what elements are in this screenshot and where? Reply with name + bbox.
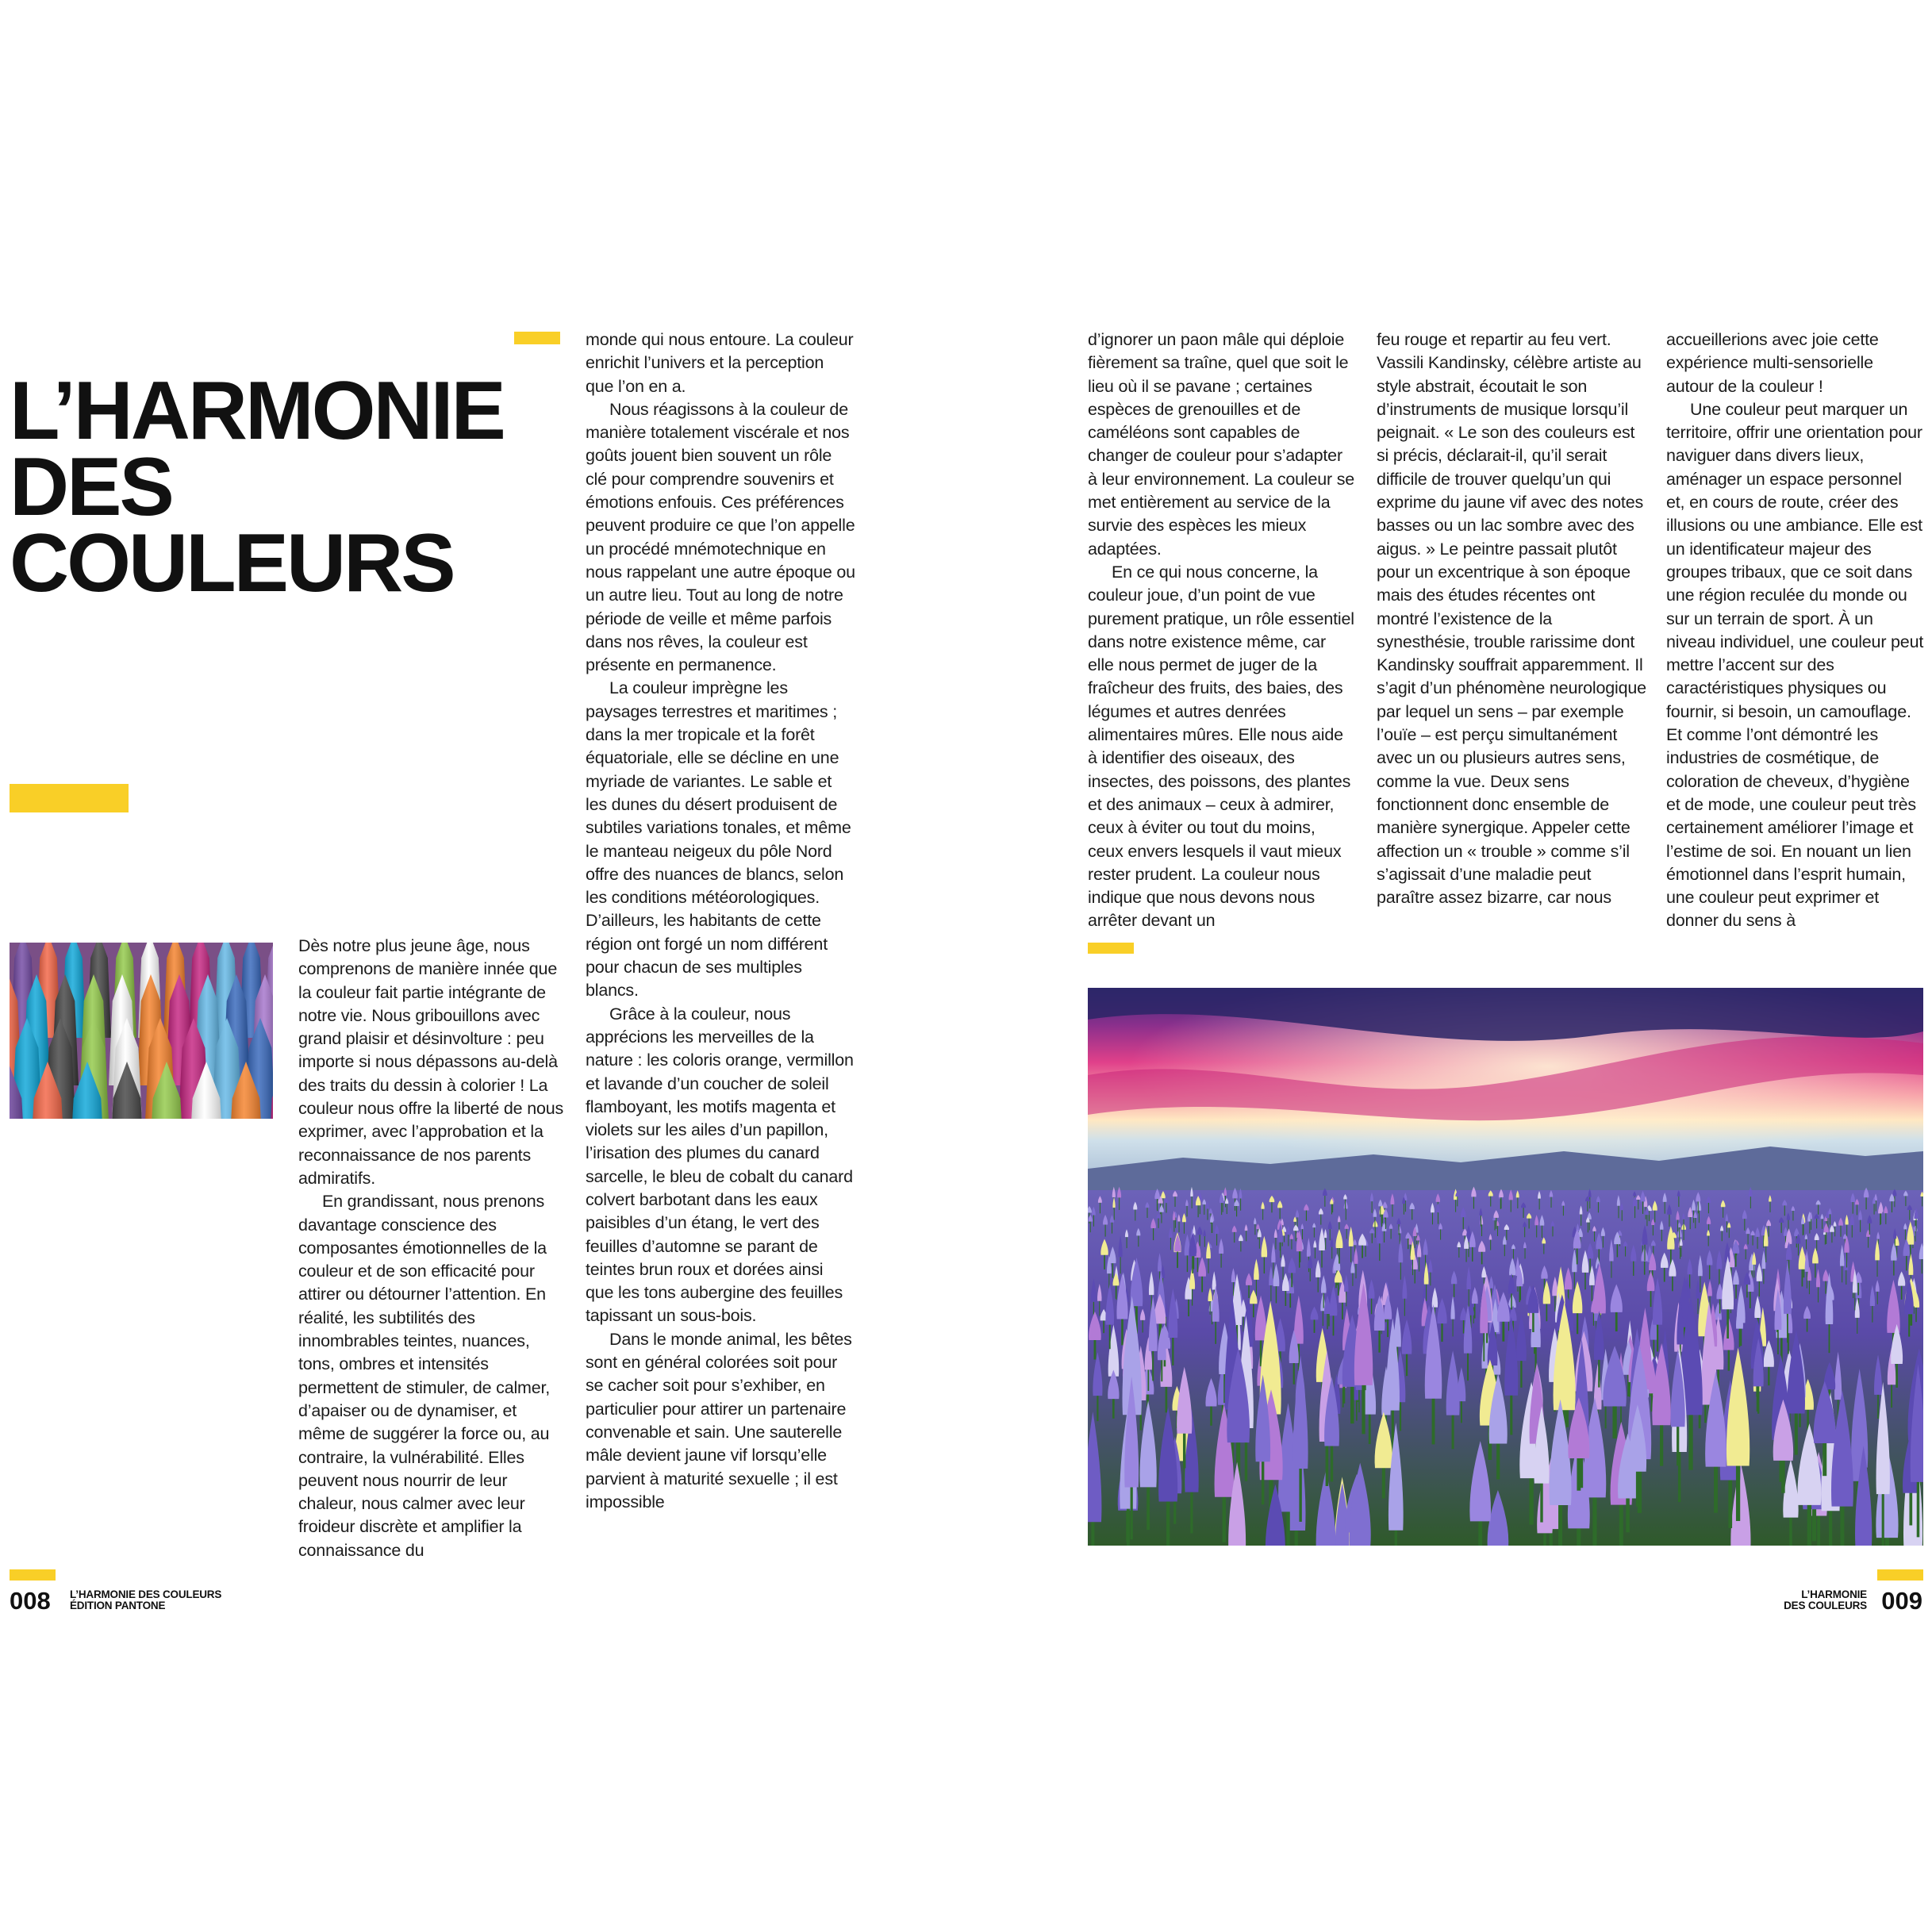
flower-stem xyxy=(1708,1235,1709,1246)
flower-stem xyxy=(1846,1223,1847,1237)
paragraph: En grandissant, nous prenons davantage conscience des composantes émotionnelles de la couleur et de son efficacité pour attirer ou détourner l’attention. En réalité, les subtilités des innombrables teintes, nuances, tons, ombres et intensités permettent de stimuler, de calmer, d’apaiser ou de dynamiser, et même de suggérer la force ou, au contraire, la vulnérabilité. Elles peuvent nous nourrir de leur chaleur, nous calmer avec leur froideur discrète et amplifier la connaissance du xyxy=(298,1192,551,1560)
text-column-2 xyxy=(586,328,855,1514)
flower-stem xyxy=(1497,1225,1498,1236)
flower-stem xyxy=(1173,1218,1174,1231)
flower-stem xyxy=(1463,1216,1464,1230)
paragraph: Dès notre plus jeune âge, nous comprenons de manière innée que la couleur fait partie intégrante de notre vie. Nous gribouillons avec grand plaisir et désinvolture : peu importe si nous dépassons au-delà des traits du dessin à colorier ! La couleur nous offre la liberté de nous exprimer, avec l’approbation et la reconnaissance de nos parents admiratifs. xyxy=(298,936,564,1188)
flower-stem xyxy=(1495,1220,1496,1231)
flower-stem xyxy=(1481,1223,1482,1236)
page-number-right: 009 xyxy=(1881,1587,1922,1615)
flower-stem xyxy=(1916,1216,1917,1231)
flower-stem xyxy=(1695,1216,1696,1228)
flower-stem xyxy=(1869,1222,1870,1235)
flower-stem xyxy=(1677,1218,1678,1231)
flower-stem xyxy=(1184,1220,1185,1234)
crayons-photo xyxy=(10,943,273,1119)
flower-stem xyxy=(1473,1195,1474,1209)
flower-stem xyxy=(1524,1226,1525,1237)
flower-stem xyxy=(1840,1224,1841,1237)
running-head-line: L’HARMONIE DES COULEURS xyxy=(70,1588,222,1600)
flower-stem xyxy=(1380,1205,1381,1217)
text-column-4 xyxy=(1377,328,1646,909)
flower-stem xyxy=(1314,1227,1315,1238)
running-head-right xyxy=(1784,1589,1867,1611)
flower-stem xyxy=(1834,1225,1835,1236)
accent-bar-mid xyxy=(1088,943,1134,954)
flower-stem xyxy=(1646,1213,1647,1226)
text-column-1 xyxy=(298,935,567,1562)
flower-stem xyxy=(1816,1239,1817,1250)
title-line-1: L’HARMONIE xyxy=(10,365,504,457)
flower-stem xyxy=(1874,1203,1875,1215)
paragraph: Grâce à la couleur, nous apprécions les merveilles de la nature : les coloris orange, vermillon et lavande d’un coucher de soleil flamboyant, les motifs magenta et violets sur les ailes d’un papillon, l’irisation des plumes du canard sarcelle, le bleu de cobalt du canard colvert barbotant dans les eaux paisibles d’un étang, le vert des feuilles d’automne se parant de teintes brun roux et dorées ainsi que les tons aubergine des feuilles tapissant un sous-bois. xyxy=(586,1004,854,1326)
flower-stem xyxy=(1909,1209,1910,1220)
flower-stem xyxy=(1553,1225,1554,1236)
flower-stem xyxy=(1240,1239,1241,1251)
flower-stem xyxy=(1690,1215,1691,1229)
flower-stem xyxy=(1432,1211,1433,1225)
paragraph: feu rouge et repartir au feu vert. Vassili Kandinsky, célèbre artiste au style abstrait, écoutait le son d’instruments de musique lorsqu’il peignait. « Le son des couleurs est si précis, déclarait-il, qu’il serait difficile de trouver quelqu’un qui exprime du jaune vif avec des notes basses ou un lac sombre avec des aigus. » Le peintre passait plutôt pour un excentrique à son époque mais des études récentes ont montré l’existence de la synesthésie, trouble rarissime dont Kandinsky souffrait apparemment. Il s’agit d’un phénomène neurologique par lequel un sens – par exemple l’ouïe – est perçu simultanément avec un ou plusieurs autres sens, comme la vue. Deux sens fonctionnent donc ensemble de manière synergique. Appeler cette affection un « trouble » comme s’il s’agissait d’une maladie peut paraître assez bizarre, car nous xyxy=(1377,330,1646,908)
running-head-line: L’HARMONIE xyxy=(1801,1588,1867,1600)
flower-stem xyxy=(1158,1217,1159,1228)
flower-stem xyxy=(1798,1242,1799,1255)
running-head-line: DES COULEURS xyxy=(1784,1600,1867,1611)
flower-stem xyxy=(1399,1223,1400,1235)
flower-stem xyxy=(1157,1196,1158,1211)
flower-stem xyxy=(1365,1244,1366,1256)
flower-stem xyxy=(1757,1235,1758,1248)
flower-stem xyxy=(1770,1200,1771,1212)
flower-stem xyxy=(1860,1218,1861,1232)
flower-stem xyxy=(1291,1238,1292,1249)
flower-stem xyxy=(1822,1218,1823,1229)
flower-stem xyxy=(1331,1245,1332,1258)
flower-stem xyxy=(1748,1232,1749,1244)
flower-stem xyxy=(1653,1223,1654,1235)
flower-stem xyxy=(1161,1211,1162,1223)
text-column-5 xyxy=(1666,328,1924,933)
flower-stem xyxy=(1330,1227,1331,1240)
flower-stem xyxy=(1784,1204,1785,1216)
flower-stem xyxy=(1324,1194,1325,1207)
paragraph: accueillerions avec joie cette expérience multi-sensorielle autour de la couleur ! xyxy=(1666,330,1879,396)
flower-stem xyxy=(1699,1208,1700,1223)
flower-stem xyxy=(1198,1204,1199,1217)
flower-stem xyxy=(1500,1196,1501,1208)
flower-stem xyxy=(1384,1230,1385,1243)
flower-stem xyxy=(1598,1200,1599,1212)
flower-stem xyxy=(1536,1223,1537,1238)
flower-stem xyxy=(1093,1213,1094,1226)
flower-stem xyxy=(1138,1234,1139,1246)
flower-stem xyxy=(1831,1231,1832,1243)
text-column-3 xyxy=(1088,328,1354,933)
flower-stem xyxy=(1315,1246,1316,1258)
flower-stem xyxy=(1187,1204,1188,1216)
flower-stem xyxy=(1216,1232,1217,1246)
flower-stem xyxy=(1221,1201,1222,1216)
flower-stem xyxy=(1543,1243,1544,1254)
flower-stem xyxy=(1280,1206,1281,1219)
flower-stem xyxy=(1506,1229,1507,1240)
flower-stem xyxy=(1105,1223,1106,1237)
flower-stem xyxy=(1868,1235,1869,1248)
flower-stem xyxy=(1678,1195,1679,1207)
flower-stem xyxy=(1440,1228,1441,1240)
accent-bar-footer-right xyxy=(1877,1569,1923,1581)
flower-stem xyxy=(1661,1227,1662,1241)
flower-stem xyxy=(1275,1236,1276,1250)
flower-stem xyxy=(1114,1206,1115,1220)
flower-stem xyxy=(1204,1235,1205,1246)
flower-stem xyxy=(1622,1208,1623,1220)
flower-stem xyxy=(1170,1235,1171,1250)
paragraph: d’ignorer un paon mâle qui déploie fièrement sa traîne, quel que soit le lieu où il se pavane ; certaines espèces de grenouilles et de caméléons sont capables de changer de couleur pour s’adapter à leur environnement. La couleur se met entièrement au service de la survie des espèces les mieux adaptées. xyxy=(1088,330,1355,559)
flower-stem xyxy=(1331,1203,1332,1214)
flower-stem xyxy=(1679,1227,1680,1238)
flower-stem xyxy=(1885,1212,1886,1224)
flower-stem xyxy=(1603,1235,1604,1248)
paragraph: Nous réagissons à la couleur de manière totalement viscérale et nos goûts jouent bien souvent un rôle clé pour comprendre souvenirs et émotions enfouis. Ces préférences peuvent produire ce que l’on appelle un procédé mnémotechnique en nous rappelant une autre époque ou un autre lieu. Tout au long de notre période de veille et même parfois dans nos rêves, la couleur est présente en permanence. xyxy=(586,399,855,675)
flower-stem xyxy=(1722,1230,1723,1241)
accent-bar-top xyxy=(514,332,560,344)
flower-stem xyxy=(1708,1201,1709,1213)
flower-stem xyxy=(1391,1227,1392,1239)
flower-stem xyxy=(1865,1196,1866,1210)
flower-stem xyxy=(1539,1197,1540,1210)
flower-stem xyxy=(1346,1228,1347,1239)
title-line-2: DES xyxy=(10,441,172,533)
flower-stem xyxy=(1654,1208,1655,1222)
flower-stem xyxy=(1625,1246,1626,1257)
flower-stem xyxy=(1090,1220,1091,1232)
flower-stem xyxy=(1551,1196,1552,1208)
flower-stem xyxy=(1525,1246,1526,1258)
running-head-left xyxy=(70,1589,221,1611)
paragraph: Une couleur peut marquer un territoire, offrir une orientation pour naviguer dans divers lieux, aménager un espace personnel et, en cours de route, créer des illusions ou une ambiance. Elle est un identificateur majeur des groupes tribaux, que ce soit dans une région reculée du monde ou sur un terrain de sport. À un niveau individuel, une couleur peut mettre l’accent sur des caractéristiques physiques ou fournir, si besoin, un camouflage. Et comme l’ont démontré les industries de cosmétique, de coloration de cheveux, d’hygiène et de mode, une couleur peut très certainement améliorer l’image et l’estime de soi. En nouant un lien émotionnel dans l’esprit humain, une couleur peut exprimer et donner du sens à xyxy=(1666,399,1924,931)
flower-stem xyxy=(1816,1218,1817,1229)
flower-stem xyxy=(1240,1196,1241,1211)
accent-bar-footer-left xyxy=(10,1569,56,1581)
flower-stem xyxy=(1271,1200,1272,1212)
flower-stem xyxy=(1457,1196,1458,1207)
flower-stem xyxy=(1781,1222,1782,1233)
flower-stem xyxy=(1513,1248,1514,1259)
flower-stem xyxy=(1698,1200,1699,1213)
flower-stem xyxy=(1744,1217,1745,1231)
flower-stem xyxy=(1750,1195,1751,1208)
flower-stem xyxy=(1504,1243,1505,1256)
page-title xyxy=(10,365,504,609)
flower-stem xyxy=(1174,1196,1175,1207)
paragraph: En ce qui nous concerne, la couleur joue, d’un point de vue purement pratique, un rôle essentiel dans notre existence même, car elle nous permet de juger de la fraîcheur des fruits, des baies, des légumes et autres denrées alimentaires mûres. Elle nous aide à identifier des oiseaux, des insectes, des poissons, des plantes et des animaux – ceux à admirer, ceux à éviter ou tout du moins, ceux envers lesquels il vaut mieux rester prudent. La couleur nous indique que nous devons nous arrêter devant un xyxy=(1088,562,1354,931)
paragraph: monde qui nous entoure. La couleur enrichit l’univers et la perception que l’on en a. xyxy=(586,330,854,396)
flower-stem xyxy=(1385,1216,1386,1229)
flower-stem xyxy=(1905,1195,1906,1206)
flower-stem xyxy=(1517,1196,1518,1208)
accent-bar-left xyxy=(10,784,129,812)
flower-stem xyxy=(1302,1228,1303,1239)
flower-stem xyxy=(1523,1207,1524,1218)
flower-stem xyxy=(1634,1204,1635,1218)
flower-stem xyxy=(1587,1200,1588,1212)
flower-stem xyxy=(1818,1204,1819,1215)
flower-stem xyxy=(1306,1209,1307,1221)
flower-stem xyxy=(1905,1228,1906,1240)
flower-stem xyxy=(1490,1195,1491,1206)
title-line-3: COULEURS xyxy=(10,517,454,609)
flower-stem xyxy=(1288,1233,1289,1246)
flower-stem xyxy=(1729,1227,1730,1238)
flower-stem xyxy=(1806,1239,1807,1250)
flower-stem xyxy=(1179,1220,1180,1233)
flower-stem xyxy=(1254,1223,1255,1235)
flower-stem xyxy=(1320,1213,1321,1225)
lupin-field-photo xyxy=(1088,988,1923,1546)
flower-stem xyxy=(1345,1198,1346,1209)
flower-stem xyxy=(1192,1195,1193,1208)
flower-stem xyxy=(1594,1231,1595,1242)
flower-stem xyxy=(1234,1231,1235,1243)
flower-stem xyxy=(1825,1234,1826,1245)
flower-stem xyxy=(1680,1244,1681,1257)
flower-stem xyxy=(1236,1204,1237,1216)
flower-stem xyxy=(1589,1196,1590,1209)
flower-stem xyxy=(1372,1232,1373,1243)
flower-stem xyxy=(1490,1239,1491,1250)
paragraph: Dans le monde animal, les bêtes sont en général colorées soit pour se cacher soit pour s’exhiber, en particulier pour attirer un partenaire convenable et sain. Une sauterelle mâle devient jaune vif lorsqu’elle parvient à maturité sexuelle ; il est impossible xyxy=(586,1329,852,1511)
running-head-line: ÉDITION PANTONE xyxy=(70,1600,166,1611)
flower-stem xyxy=(1458,1246,1459,1258)
flower-stem xyxy=(1153,1226,1154,1240)
page-number-left: 008 xyxy=(10,1587,51,1615)
flower-stem xyxy=(1529,1217,1530,1228)
flower-stem xyxy=(1372,1200,1373,1213)
flower-stem xyxy=(1259,1235,1260,1249)
paragraph: La couleur imprègne les paysages terrestres et maritimes ; dans la mer tropicale et la forêt équatoriale, elle se décline en une myriade de variantes. Le sable et les dunes du désert produisent de subtiles variations tonales, et même le manteau neigeux du pôle Nord offre des nuances de blancs, selon les conditions météorologiques. D’ailleurs, les habitants de cette région ont forgé un nom différent pour chacun de ses multiples blancs. xyxy=(586,678,851,1001)
flower-stem xyxy=(1374,1216,1375,1228)
flower-stem xyxy=(1262,1208,1263,1220)
flower-stem xyxy=(1563,1204,1564,1216)
flower-stem xyxy=(1809,1220,1810,1234)
flower-stem xyxy=(1792,1210,1793,1221)
flower-stem xyxy=(1325,1236,1326,1250)
